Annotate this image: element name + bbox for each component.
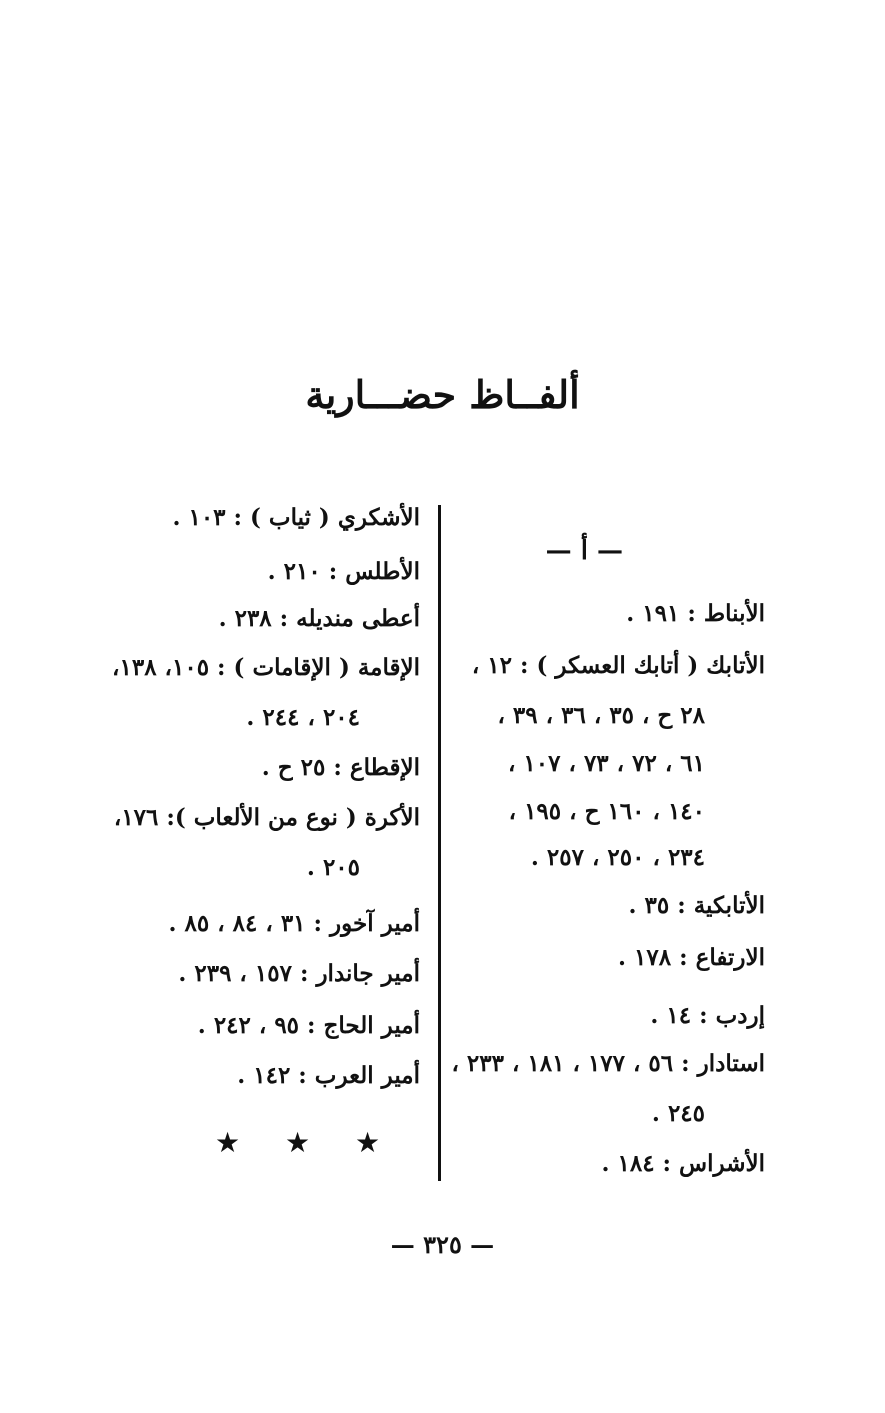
page-title: ألفــاظ حضـــارية — [305, 372, 580, 417]
index-entry-continuation: ٢٨ ح ، ٣٥ ، ٣٦ ، ٣٩ ، — [497, 702, 705, 729]
index-entry-continuation: ٢٤٥ . — [651, 1100, 705, 1127]
index-entry: أمير آخور : ٣١ ، ٨٤ ، ٨٥ . — [168, 910, 420, 937]
section-letter: — أ — — [545, 536, 623, 566]
index-entry-continuation: ٦١ ، ٧٢ ، ٧٣ ، ١٠٧ ، — [507, 750, 705, 777]
index-entry-continuation: ٢٠٥ . — [306, 854, 360, 881]
column-divider — [438, 505, 441, 1181]
index-entry: إردب : ١٤ . — [650, 1002, 765, 1029]
page-number: — ٣٢٥ — — [390, 1230, 495, 1259]
index-entry-continuation: ٢٠٤ ، ٢٤٤ . — [246, 704, 360, 731]
index-entry: الأتابك ( أتابك العسكر ) : ١٢ ، — [471, 652, 765, 679]
index-entry-continuation: ٢٣٤ ، ٢٥٠ ، ٢٥٧ . — [530, 844, 705, 871]
index-entry: الأكرة ( نوع من الألعاب ): ١٧٦، — [113, 804, 420, 831]
index-entry: الأشكري ( ثياب ) : ١٠٣ . — [172, 504, 420, 531]
section-end-stars: ★ ★ ★ — [215, 1126, 399, 1159]
index-entry: أمير جاندار : ١٥٧ ، ٢٣٩ . — [178, 960, 420, 987]
index-entry: الأبناط : ١٩١ . — [626, 600, 765, 627]
index-entry: الارتفاع : ١٧٨ . — [618, 944, 765, 971]
index-entry: الإقطاع : ٢٥ ح . — [261, 754, 420, 781]
index-entry: الإقامة ( الإقامات ) : ١٠٥، ١٣٨، — [112, 654, 420, 681]
index-entry: الأطلس : ٢١٠ . — [267, 558, 420, 585]
index-entry: الأشراس : ١٨٤ . — [601, 1150, 765, 1177]
index-entry: أمير الحاج : ٩٥ ، ٢٤٢ . — [197, 1012, 420, 1039]
index-entry: أعطى منديله : ٢٣٨ . — [218, 605, 420, 632]
index-entry: الأتابكية : ٣٥ . — [628, 892, 765, 919]
index-entry-continuation: ١٤٠ ، ١٦٠ ح ، ١٩٥ ، — [508, 798, 705, 825]
index-entry: استادار : ٥٦ ، ١٧٧ ، ١٨١ ، ٢٣٣ ، — [451, 1050, 765, 1077]
index-entry: أمير العرب : ١٤٢ . — [237, 1062, 420, 1089]
